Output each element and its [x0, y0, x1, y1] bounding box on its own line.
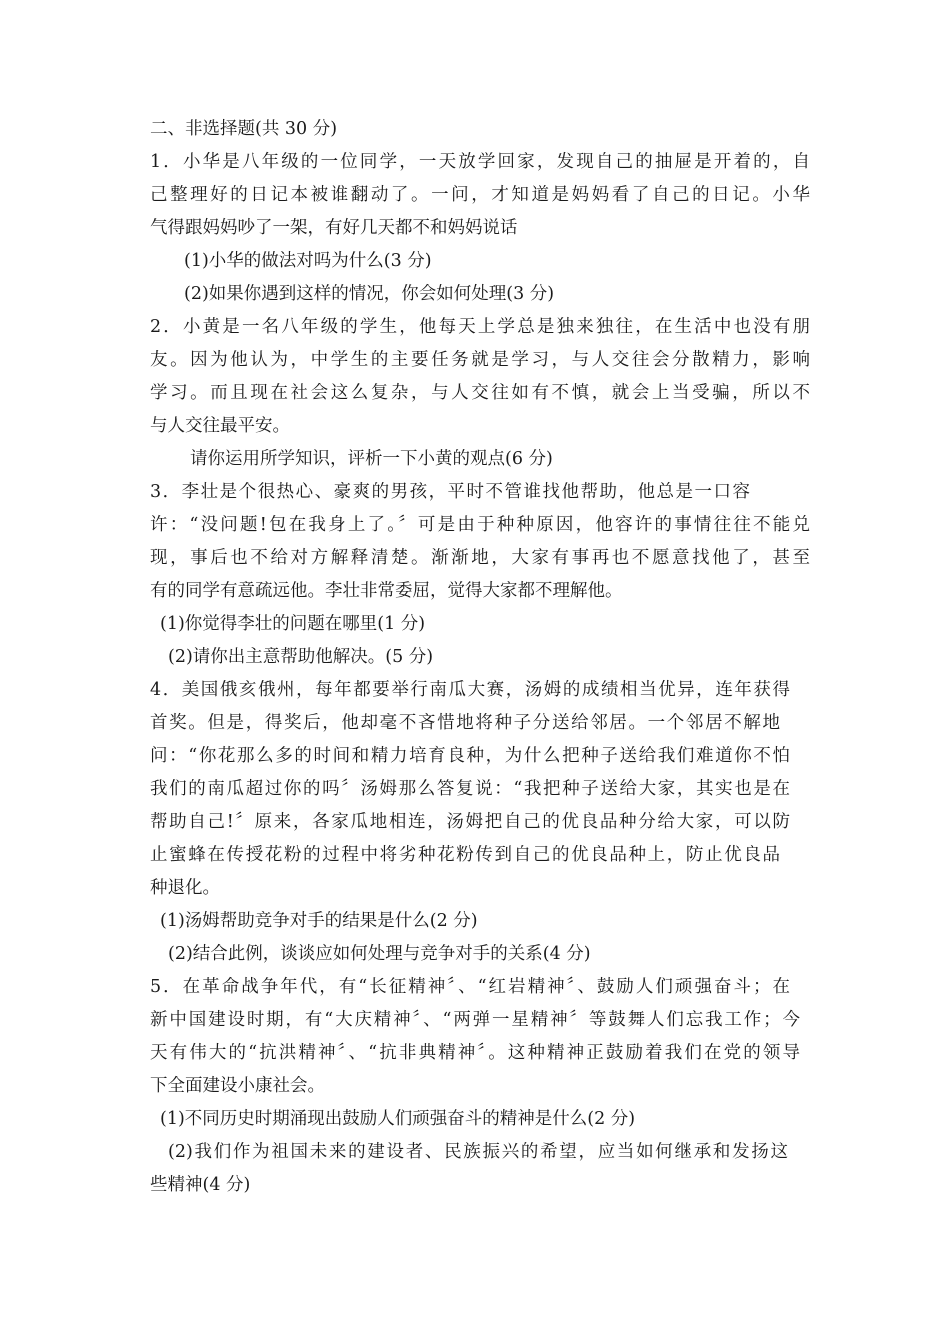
question-4: [150, 674, 810, 971]
question-1-line: 己整理好的日记本被谁翻动了。一问，才知道是妈妈看了自己的日记。小华: [150, 185, 810, 205]
question-4-line: 我们的南瓜超过你的吗〞汤姆那么答复说：“我把种子送给大家，其实也是在: [150, 779, 790, 799]
question-4-sub-1: (1)汤姆帮助竞争对手的结果是什么(2 分): [160, 911, 478, 931]
exam-page: [150, 113, 810, 1202]
question-2-line: 与人交往最平安。: [150, 416, 290, 436]
question-2-line: 2．小黄是一名八年级的学生，他每天上学总是独来独往，在生活中也没有朋: [150, 317, 810, 337]
question-5: [150, 971, 810, 1202]
question-2: [150, 311, 810, 476]
question-3: [150, 476, 810, 674]
question-3-line: 3．李壮是个很热心、豪爽的男孩，平时不管谁找他帮助，他总是一口容: [150, 482, 750, 502]
question-1-sub-1: (1)小华的做法对吗为什么(3 分): [184, 251, 432, 271]
question-5-sub-2-cont: 些精神(4 分): [150, 1175, 251, 1195]
question-3-line: 许：“没问题!包在我身上了。〞可是由于种种原因，他容许的事情往往不能兑: [150, 515, 810, 535]
question-4-line: 止蜜蜂在传授花粉的过程中将劣种花粉传到自己的优良品种上，防止优良品: [150, 845, 780, 865]
question-3-line: 有的同学有意疏远他。李壮非常委屈，觉得大家都不理解他。: [150, 581, 623, 601]
question-5-sub-2: (2)我们作为祖国未来的建设者、民族振兴的希望，应当如何继承和发扬这: [168, 1142, 788, 1162]
question-3-sub-1: (1)你觉得李壮的问题在哪里(1 分): [160, 614, 426, 634]
question-1-sub-2: (2)如果你遇到这样的情况，你会如何处理(3 分): [184, 284, 555, 304]
question-3-sub-2: (2)请你出主意帮助他解决。(5 分): [168, 647, 434, 667]
question-5-line: 新中国建设时期，有“大庆精神〞、“两弹一星精神〞等鼓舞人们忘我工作；今: [150, 1010, 800, 1030]
question-1-line: 气得跟妈妈吵了一架，有好几天都不和妈妈说话: [150, 218, 518, 238]
section-heading: 二、非选择题(共 30 分): [150, 119, 338, 139]
question-2-line: 学习。而且现在社会这么复杂，与人交往如有不慎，就会上当受骗，所以不: [150, 383, 810, 403]
question-2-sub-1: 请你运用所学知识，评析一下小黄的观点(6 分): [190, 449, 553, 469]
question-4-line: 首奖。但是，得奖后，他却毫不吝惜地将种子分送给邻居。一个邻居不解地: [150, 713, 780, 733]
question-5-sub-1: (1)不同历史时期涌现出鼓励人们顽强奋斗的精神是什么(2 分): [160, 1109, 636, 1129]
question-4-line: 帮助自己!〞原来，各家瓜地相连，汤姆把自己的优良品种分给大家，可以防: [150, 812, 790, 832]
question-1: [150, 146, 810, 311]
question-2-line: 友。因为他认为，中学生的主要任务就是学习，与人交往会分散精力，影响: [150, 350, 810, 370]
question-4-line: 4．美国俄亥俄州，每年都要举行南瓜大赛，汤姆的成绩相当优异，连年获得: [150, 680, 790, 700]
question-1-line: 1．小华是八年级的一位同学，一天放学回家，发现自己的抽屉是开着的，自: [150, 152, 810, 172]
question-4-line: 问：“你花那么多的时间和精力培育良种，为什么把种子送给我们难道你不怕: [150, 746, 790, 766]
question-5-line: 5．在革命战争年代，有“长征精神〞、“红岩精神〞、鼓励人们顽强奋斗；在: [150, 977, 790, 997]
question-3-line: 现，事后也不给对方解释清楚。渐渐地，大家有事再也不愿意找他了，甚至: [150, 548, 810, 568]
question-5-line: 天有伟大的“抗洪精神〞、“抗非典精神〞。这种精神正鼓励着我们在党的领导: [150, 1043, 800, 1063]
question-5-line: 下全面建设小康社会。: [150, 1076, 325, 1096]
question-4-sub-2: (2)结合此例，谈谈应如何处理与竞争对手的关系(4 分): [168, 944, 591, 964]
question-4-line: 种退化。: [150, 878, 220, 898]
